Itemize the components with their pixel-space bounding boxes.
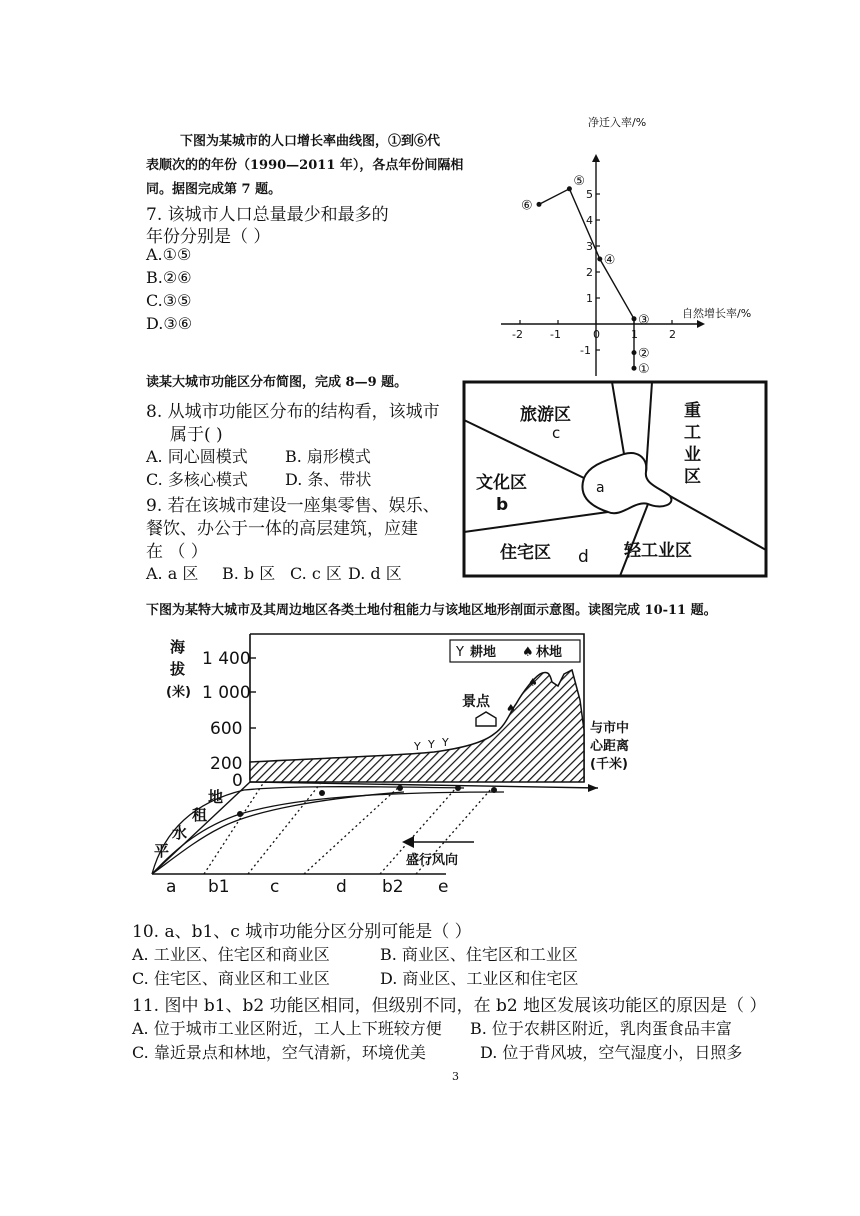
zone-letter: e [438, 877, 449, 897]
q9-option-d: D. d 区 [348, 564, 402, 583]
intersection-point [319, 790, 325, 796]
chart-point-label: ④ [603, 253, 616, 268]
chart-y-tick-label: 3 [586, 240, 593, 253]
q10-stem: 10. a、b1、c 城市功能分区分别可能是（ ） [132, 922, 472, 942]
section3-intro: 下图为某特大城市及其周边地区各类土地付租能力与该地区地形剖面示意图。读图完成 10-11 题。 [146, 603, 717, 618]
chart-y-arrow [592, 154, 600, 162]
forest-icon: ♠ [506, 702, 516, 715]
q7-stem-2: 年份分别是（ ） [146, 227, 271, 247]
chart-x-arrow [697, 320, 705, 328]
x-label-line: 心距离 [590, 739, 630, 754]
q10-option-a: A. 工业区、住宅区和商业区 [132, 945, 330, 964]
rent-label-char: 水 [172, 824, 188, 842]
q8-option-b: B. 扇形模式 [285, 447, 371, 466]
zone-letter: b1 [208, 877, 230, 897]
y-tick-label: 1 400 [202, 649, 251, 669]
chart-point [597, 257, 602, 262]
zone-residential-letter: d [578, 547, 589, 567]
zone-residential-label: 住宅区 [500, 543, 551, 563]
q8-option-a: A. 同心圆模式 [146, 447, 248, 466]
chart-x-tick-label: -1 [550, 328, 561, 341]
intersection-point [237, 811, 243, 817]
chart-y-tick-label: -1 [580, 344, 591, 357]
land-rent-terrain-diagram [144, 630, 664, 900]
y-label-char: (米) [166, 685, 191, 700]
farmland-icon: Y [414, 740, 421, 753]
farmland-icon: Y [428, 738, 435, 751]
map-divider [464, 512, 608, 532]
q11-option-b: B. 位于农耕区附近，乳肉蛋食品丰富 [470, 1019, 732, 1038]
q9-stem-3: 在 （ ） [146, 542, 208, 562]
base-line [152, 782, 250, 874]
q11-option-d: D. 位于背风坡，空气湿度小，日照多 [480, 1043, 743, 1062]
rent-label-char: 平 [154, 842, 170, 860]
zone-culture-letter: b [496, 495, 509, 515]
y-tick-label: 200 [210, 754, 243, 774]
q9-option-b: B. b 区 [222, 564, 276, 583]
y-tick-label: 1 000 [202, 683, 251, 703]
farmland-icon: Y [442, 736, 449, 749]
q10-option-d: D. 商业区、工业区和住宅区 [380, 969, 579, 988]
q8-stem-1: 8. 从城市功能区分布的结构看，该城市 [146, 402, 440, 422]
x-label-line: (千米) [590, 757, 628, 772]
chart-x-tick-label: 0 [593, 328, 600, 341]
zone-heavy-char: 重 [684, 401, 701, 421]
intro-line-1: 下图为某城市的人口增长率曲线图，①到⑥代 [180, 134, 441, 149]
zone-letter: a [166, 877, 177, 897]
q11-option-a: A. 位于城市工业区附近，工人上下班较方便 [132, 1019, 442, 1038]
q9-option-a: A. a 区 [146, 564, 199, 583]
intersection-point [491, 787, 497, 793]
legend-farmland: 耕地 [470, 645, 497, 660]
zone-tourism-label: 旅游区 [520, 405, 571, 425]
chart-point-label: ② [638, 346, 650, 362]
zone-tourism-letter: c [552, 424, 561, 442]
map-divider [464, 420, 584, 478]
y-label-char: 海 [170, 638, 186, 656]
zone-culture-label: 文化区 [476, 473, 527, 493]
zone-center-letter: a [596, 480, 605, 496]
zone-boundary [248, 784, 320, 874]
intersection-point [397, 785, 403, 791]
rent-label-char: 地 [208, 788, 224, 806]
chart-point-label: ⑥ [521, 198, 533, 214]
intro-line-3: 同。据图完成第 7 题。 [146, 182, 282, 197]
q8-option-c: C. 多核心模式 [146, 470, 248, 489]
zone-letter: d [336, 877, 347, 897]
x-label-line: 与市中 [590, 721, 630, 736]
q11-stem: 11. 图中 b1、b2 功能区相同，但级别不同，在 b2 地区发展该功能区的原因是（ ） [132, 996, 767, 1016]
scenic-label: 景点 [462, 694, 490, 710]
chart-point [632, 350, 637, 355]
farmland-icon: Y [456, 645, 464, 660]
y-label-char: 拔 [170, 660, 186, 678]
chart-y-tick-label: 5 [586, 188, 593, 201]
chart-y-tick-label: 1 [586, 292, 593, 305]
chart-point [632, 316, 637, 321]
q7-option-d: D.③⑥ [146, 314, 193, 333]
zone-light-label: 轻工业区 [624, 541, 692, 561]
chart-point [567, 186, 572, 191]
map-divider [620, 504, 648, 576]
q11-option-c: C. 靠近景点和林地，空气清新，环境优美 [132, 1043, 426, 1062]
y-tick-label: 0 [232, 771, 243, 791]
q7-option-c: C.③⑤ [146, 291, 192, 310]
chart-x-tick-label: 1 [631, 328, 638, 341]
section2-intro: 读某大城市功能区分布简图，完成 8—9 题。 [146, 375, 408, 390]
scenic-icon [476, 712, 496, 726]
q9-stem-2: 餐饮、办公于一体的高层建筑，应建 [146, 519, 418, 539]
zone-heavy-char: 区 [684, 467, 701, 487]
chart-x-tick-label: 2 [669, 328, 676, 341]
rent-curve [152, 792, 404, 874]
q9-stem-1: 9. 若在该城市建设一座集零售、娱乐、 [146, 496, 440, 516]
wind-label: 盛行风向 [406, 853, 459, 868]
intro-line-2: 表顺次的的年份（1990—2011 年），各点年份间隔相 [146, 158, 464, 173]
chart-point-label: ① [638, 362, 650, 378]
city-zone-map [462, 380, 772, 580]
chart-y-tick-label: 4 [586, 214, 593, 227]
q10-option-b: B. 商业区、住宅区和工业区 [380, 945, 578, 964]
chart-point-label: ③ [638, 312, 650, 328]
q7-option-b: B.②⑥ [146, 268, 192, 287]
chart-point-label: ⑤ [573, 173, 586, 189]
chart-ylabel: 净迁入率/% [588, 116, 647, 129]
q8-stem-2: 属于( ) [170, 425, 223, 445]
chart-point [537, 202, 542, 207]
chart-x-tick-label: -2 [512, 328, 523, 341]
q7-option-a: A.①⑤ [146, 245, 192, 264]
zone-heavy-char: 业 [684, 445, 701, 465]
q7-stem-1: 7. 该城市人口总量最少和最多的 [146, 205, 389, 225]
legend-forest: 林地 [536, 645, 563, 660]
q9-option-c: C. c 区 [290, 564, 342, 583]
zone-letter: b2 [382, 877, 404, 897]
population-growth-chart [500, 112, 790, 382]
rent-label-char: 租 [192, 806, 208, 824]
map-divider [612, 382, 624, 454]
intersection-point [455, 785, 461, 791]
chart-point [632, 366, 637, 371]
distance-axis-arrow [588, 784, 598, 792]
chart-xlabel: 自然增长率/% [682, 307, 752, 320]
zone-heavy-char: 工 [684, 423, 701, 443]
map-divider [646, 382, 652, 472]
y-tick-label: 600 [210, 719, 243, 739]
zone-letter: c [270, 877, 280, 897]
forest-icon: ♠ [528, 676, 538, 689]
forest-icon: ♠ [522, 645, 534, 660]
q8-option-d: D. 条、带状 [285, 470, 372, 489]
q10-option-c: C. 住宅区、商业区和工业区 [132, 969, 330, 988]
chart-y-tick-label: 2 [586, 266, 593, 279]
page-number: 3 [452, 1070, 459, 1083]
